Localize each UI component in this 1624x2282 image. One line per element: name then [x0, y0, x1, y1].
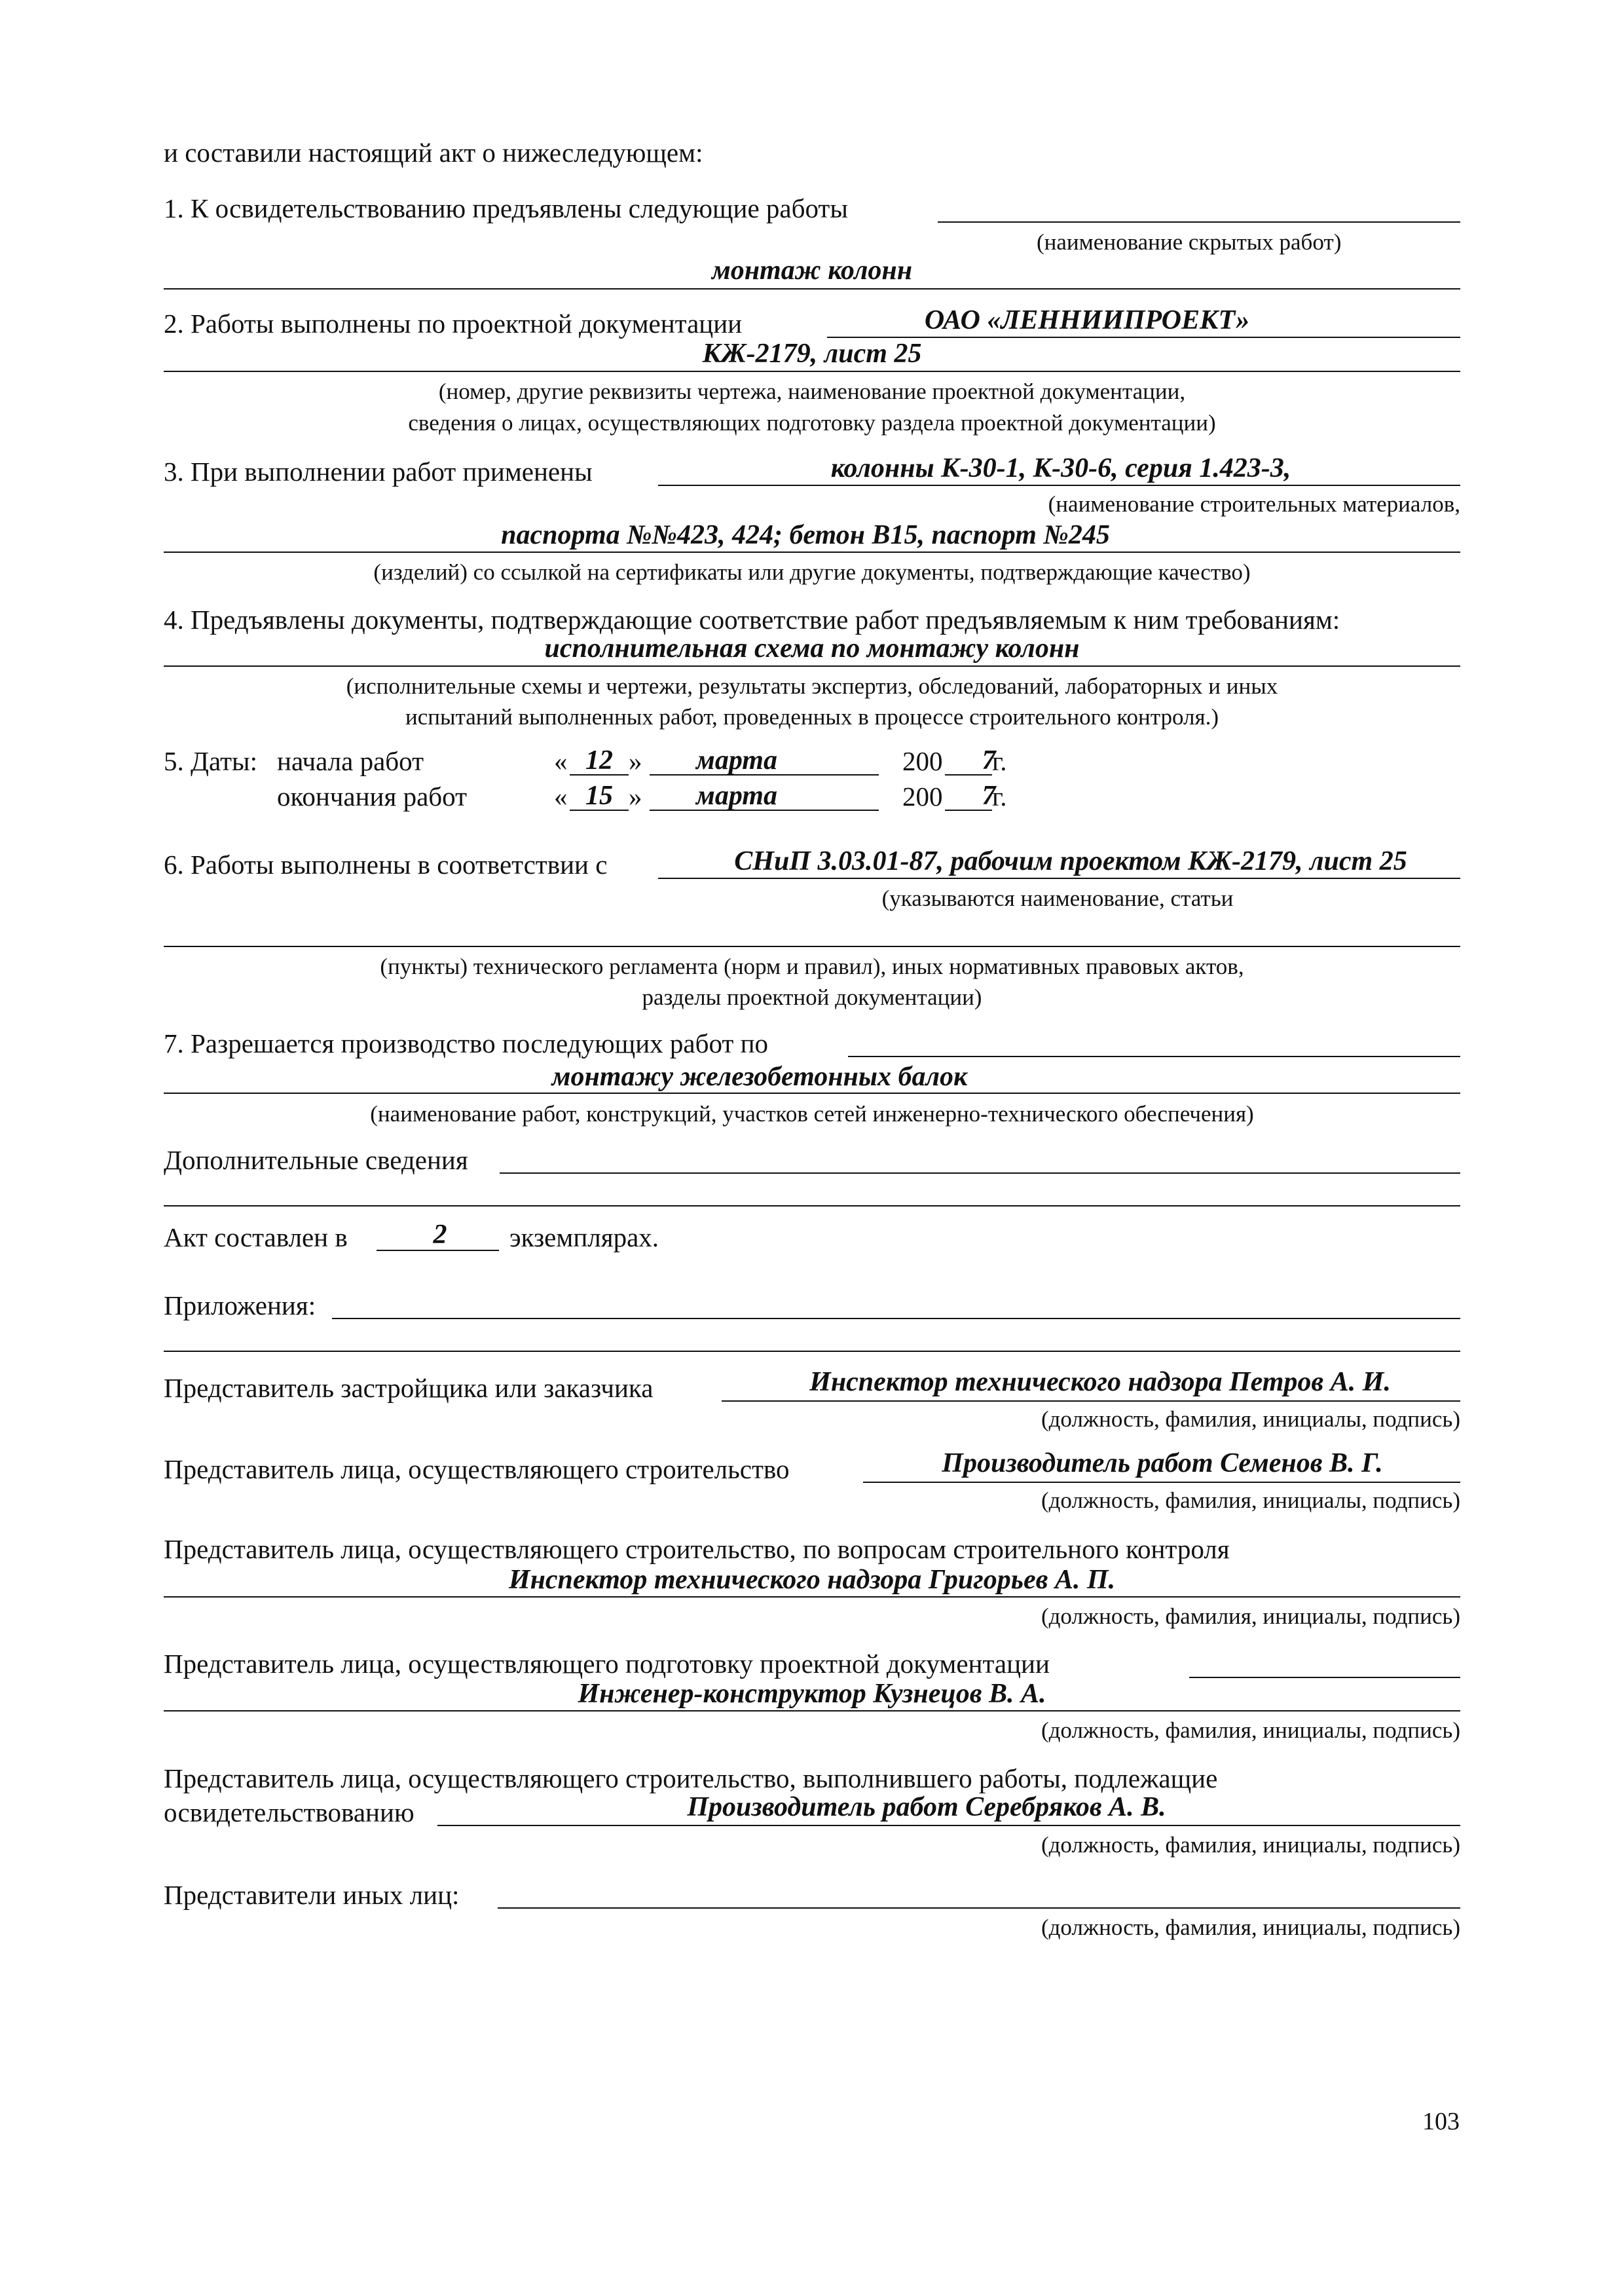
- rep2-label: Представитель лица, осуществляющего строительство: [164, 1454, 790, 1484]
- additional-line: [500, 1172, 1460, 1174]
- rep4-value: Инженер-конструктор Кузнецов В. А.: [578, 1679, 1046, 1709]
- additional-line-2: [164, 1205, 1460, 1206]
- end-date-label: окончания работ: [277, 781, 468, 812]
- rep5-hint: (должность, фамилия, инициалы, подпись): [1041, 1832, 1460, 1858]
- item4-value-line: [164, 665, 1460, 667]
- item7-line: [848, 1056, 1460, 1057]
- item3-value2: паспорта №№423, 424; бетон В15, паспорт №245: [501, 520, 1110, 550]
- start-year-prefix: 200: [902, 746, 943, 776]
- intro-text: и составили настоящий акт о нижеследующем:: [164, 138, 703, 168]
- rep1-value: Инспектор технического надзора Петров А. И.: [809, 1367, 1391, 1397]
- rep2-line: [863, 1482, 1460, 1483]
- page-number: 103: [1422, 2108, 1460, 2135]
- rep4-hint: (должность, фамилия, инициалы, подпись): [1041, 1717, 1460, 1743]
- rep5-value: Производитель работ Серебряков А. В.: [687, 1792, 1166, 1822]
- rep4-line: [1189, 1677, 1460, 1678]
- rep5-label1: Представитель лица, осуществляющего строительство, выполнившего работы, подлежащие: [164, 1763, 1218, 1793]
- item2-line: [827, 337, 1460, 338]
- rep1-hint: (должность, фамилия, инициалы, подпись): [1041, 1406, 1460, 1432]
- rep4-value-line: [164, 1710, 1460, 1712]
- end-year-prefix: 200: [902, 781, 943, 812]
- rep3-line: [164, 1596, 1460, 1598]
- item1-value-line: [164, 288, 1460, 290]
- start-month: марта: [696, 745, 777, 776]
- item4-label: 4. Предъявлены документы, подтверждающие соответствие работ предъявляемым к ним требованиям:: [164, 605, 1340, 635]
- copies-label: Акт составлен в: [164, 1222, 348, 1252]
- item6-label: 6. Работы выполнены в соответствии с: [164, 850, 608, 880]
- item2-label: 2. Работы выполнены по проектной документации: [164, 309, 743, 339]
- rep6-line: [498, 1907, 1460, 1909]
- start-month-line: [650, 774, 879, 776]
- item1-line: [938, 221, 1460, 223]
- rep6-hint: (должность, фамилия, инициалы, подпись): [1041, 1915, 1460, 1940]
- start-day-line: [570, 774, 629, 776]
- rep5-label2: освидетельствованию: [164, 1797, 415, 1827]
- rep3-label: Представитель лица, осуществляющего строительство, по вопросам строительного контроля: [164, 1534, 1230, 1564]
- additional-label: Дополнительные сведения: [164, 1145, 468, 1175]
- item3-value2-line: [164, 552, 1460, 553]
- start-quote-close: »: [629, 746, 642, 776]
- item3-label: 3. При выполнении работ применены: [164, 457, 593, 487]
- start-date-label: начала работ: [277, 746, 424, 776]
- item2-hint1: (номер, другие реквизиты чертежа, наименование проектной документации,: [438, 379, 1186, 404]
- item7-value: монтажу железобетонных балок: [551, 1062, 968, 1092]
- start-quote-open: «: [554, 746, 568, 776]
- item6-value: СНиП 3.03.01-87, рабочим проектом КЖ-2179, лист 25: [734, 846, 1407, 876]
- end-year-line: [945, 810, 992, 811]
- attachments-line: [332, 1318, 1460, 1319]
- item7-hint: (наименование работ, конструкций, участков сетей инженерно-технического обеспечения): [370, 1101, 1254, 1127]
- item6-extra-line: [164, 946, 1460, 947]
- rep2-hint: (должность, фамилия, инициалы, подпись): [1041, 1487, 1460, 1513]
- item6-line: [658, 878, 1460, 879]
- rep2-value: Производитель работ Семенов В. Г.: [942, 1448, 1383, 1478]
- start-year-suffix: г.: [992, 746, 1007, 776]
- rep5-line: [437, 1825, 1460, 1826]
- end-quote-close: »: [629, 781, 642, 812]
- item4-hint1: (исполнительные схемы и чертежи, результаты экспертиз, обследований, лабораторных и иных: [346, 673, 1278, 699]
- attachments-line-2: [164, 1351, 1460, 1352]
- end-year-digit: 7: [982, 781, 996, 811]
- start-year-digit: 7: [982, 745, 996, 776]
- end-day-line: [570, 810, 629, 811]
- item7-label: 7. Разрешается производство последующих работ по: [164, 1028, 769, 1058]
- end-day: 15: [585, 781, 613, 811]
- start-year-line: [945, 774, 992, 776]
- end-quote-open: «: [554, 781, 568, 812]
- end-month: марта: [696, 781, 777, 811]
- item2-hint2: сведения о лицах, осуществляющих подготовку раздела проектной документации): [408, 410, 1216, 436]
- rep1-line: [722, 1400, 1460, 1402]
- item2-value1: ОАО «ЛЕННИИПРОЕКТ»: [924, 305, 1250, 335]
- item2-value2-line: [164, 371, 1460, 372]
- item3-hint2: (изделий) со ссылкой на сертификаты или другие документы, подтверждающие качество): [373, 559, 1251, 585]
- item4-hint2: испытаний выполненных работ, проведенных в процессе строительного контроля.): [405, 704, 1219, 730]
- rep4-label: Представитель лица, осуществляющего подготовку проектной документации: [164, 1649, 1050, 1679]
- item2-value2: КЖ-2179, лист 25: [702, 339, 922, 369]
- item6-hint2: (пункты) технического регламента (норм и правил), иных нормативных правовых актов,: [380, 954, 1244, 979]
- item7-value-line: [164, 1093, 1460, 1094]
- item1-label: 1. К освидетельствованию предъявлены следующие работы: [164, 193, 848, 223]
- copies-value: 2: [433, 1220, 447, 1250]
- rep3-hint: (должность, фамилия, инициалы, подпись): [1041, 1603, 1460, 1629]
- item6-hint3: разделы проектной документации): [642, 984, 982, 1010]
- item5-label: 5. Даты:: [164, 746, 257, 776]
- item3-line: [658, 485, 1460, 486]
- item4-value: исполнительная схема по монтажу колонн: [544, 633, 1080, 664]
- end-year-suffix: г.: [992, 781, 1007, 812]
- item6-hint1: (указываются наименование, статьи: [881, 886, 1234, 911]
- item1-hint: (наименование скрытых работ): [1037, 229, 1342, 255]
- end-month-line: [650, 810, 879, 811]
- item3-hint1: (наименование строительных материалов,: [1048, 491, 1460, 517]
- rep3-value: Инспектор технического надзора Григорьев А. П.: [508, 1565, 1116, 1595]
- item3-value1: колонны К-30-1, К-30-6, серия 1.423-3,: [830, 453, 1291, 483]
- rep6-label: Представители иных лиц:: [164, 1880, 460, 1910]
- rep1-label: Представитель застройщика или заказчика: [164, 1373, 654, 1403]
- copies-suffix: экземплярах.: [509, 1222, 659, 1252]
- attachments-label: Приложения:: [164, 1290, 316, 1320]
- copies-line: [377, 1250, 499, 1251]
- start-day: 12: [585, 745, 613, 776]
- item1-value: монтаж колонн: [711, 255, 913, 286]
